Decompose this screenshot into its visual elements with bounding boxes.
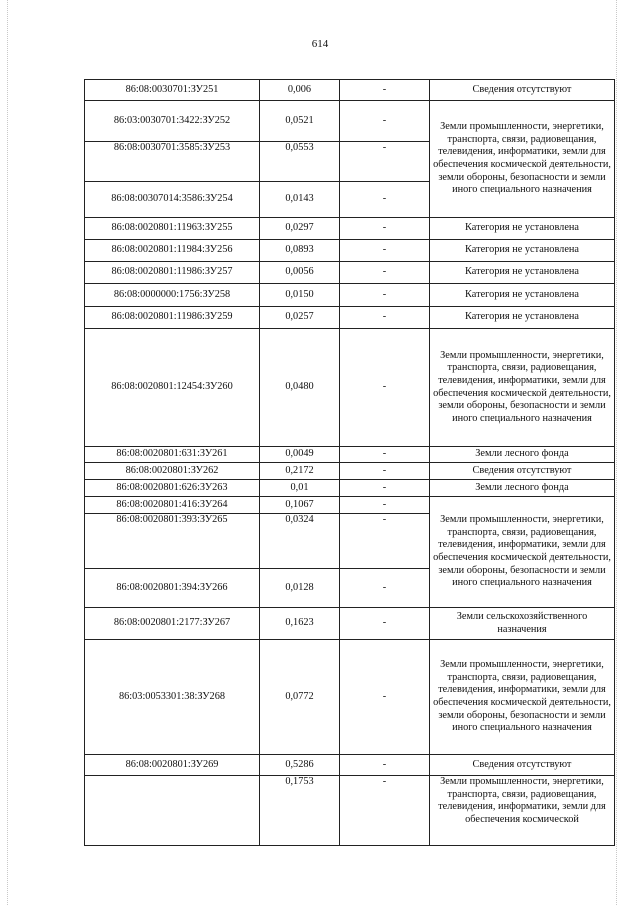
land-category: Земли промышленности, энергетики, транспорта, связи, радиовещания, телевидения, информатики, земли для обеспечения космической деятельности, земли обороны, безопасности и земли иного специального назначения [430,329,615,447]
land-category: Земли сельскохозяйственного назначения [430,608,615,640]
cadastral-number: 86:08:0020801:ЗУ269 [85,755,260,776]
table-row [85,284,615,307]
dash-cell: - [340,329,430,447]
area-value: 0,0521 [260,101,340,142]
table-row [85,463,615,480]
dash-cell: - [340,463,430,480]
cadastral-number: 86:03:0030701:3422:ЗУ252 [85,101,260,142]
cadastral-number: 86:08:0020801:631:ЗУ261 [85,447,260,463]
area-value: 0,5286 [260,755,340,776]
cadastral-number: 86:03:0053301:38:ЗУ268 [85,640,260,755]
dash-cell: - [340,569,430,608]
land-category: Земли промышленности, энергетики, транспорта, связи, радиовещания, телевидения, информатики, земли для обеспечения космической деятельности, земли обороны, безопасности и земли иного специального назначения [430,101,615,218]
land-category: Земли промышленности, энергетики, транспорта, связи, радиовещания, телевидения, информатики, земли для обеспечения космической деятельности, земли обороны, безопасности и земли иного специального назначения [430,497,615,608]
dash-cell: - [340,480,430,497]
table-row [85,608,615,640]
scan-edge-right [616,0,617,905]
area-value: 0,0143 [260,182,340,218]
area-value: 0,1623 [260,608,340,640]
dash-cell: - [340,755,430,776]
dash-cell: - [340,307,430,329]
cadastral-number: 86:08:0000000:1756:ЗУ258 [85,284,260,307]
table-row [85,240,615,262]
scan-edge-left [7,0,8,905]
land-category: Земли промышленности, энергетики, транспорта, связи, радиовещания, телевидения, информатики, земли для обеспечения космической деятельности, земли обороны, безопасности и земли иного специального назначения [430,640,615,755]
table-row [85,480,615,497]
area-value: 0,2172 [260,463,340,480]
page-number: 614 [311,38,329,50]
dash-cell: - [340,101,430,142]
dash-cell: - [340,447,430,463]
dash-cell: - [340,182,430,218]
cadastral-number: 86:08:0020801:12454:ЗУ260 [85,329,260,447]
table-row [85,307,615,329]
land-category: Земли лесного фонда [430,447,615,463]
cadastral-number: 86:08:0020801:11984:ЗУ256 [85,240,260,262]
land-category: Категория не установлена [430,307,615,329]
land-category: Земли промышленности, энергетики, транспорта, связи, радиовещания, телевидения, информатики, земли для обеспечения космической [430,776,615,846]
cadastral-number: 86:08:0020801:626:ЗУ263 [85,480,260,497]
area-value: 0,0893 [260,240,340,262]
table-row [85,80,615,101]
dash-cell: - [340,497,430,514]
table-row [85,101,615,142]
table-row [85,329,615,447]
dash-cell: - [340,514,430,569]
table-row [85,776,615,846]
area-value: 0,0772 [260,640,340,755]
dash-cell: - [340,262,430,284]
land-category: Сведения отсутствуют [430,80,615,101]
area-value: 0,1753 [260,776,340,846]
area-value: 0,1067 [260,497,340,514]
land-category: Категория не установлена [430,262,615,284]
dash-cell: - [340,218,430,240]
table-row [85,497,615,514]
table-row [85,218,615,240]
area-value: 0,0128 [260,569,340,608]
table-row [85,447,615,463]
area-value: 0,01 [260,480,340,497]
area-value: 0,0553 [260,142,340,182]
cadastral-number: 86:08:0020801:394:ЗУ266 [85,569,260,608]
cadastral-number: 86:08:0020801:11963:ЗУ255 [85,218,260,240]
dash-cell: - [340,240,430,262]
cadastral-number: 86:08:0020801:2177:ЗУ267 [85,608,260,640]
dash-cell: - [340,608,430,640]
area-value: 0,0480 [260,329,340,447]
cadastral-number: 86:08:00307014:3586:ЗУ254 [85,182,260,218]
dash-cell: - [340,80,430,101]
cadastral-number: 86:08:0020801:ЗУ262 [85,463,260,480]
dash-cell: - [340,284,430,307]
cadastral-number: 86:08:0020801:11986:ЗУ257 [85,262,260,284]
cadastral-number [85,776,260,846]
table-row [85,262,615,284]
land-category: Категория не установлена [430,284,615,307]
area-value: 0,006 [260,80,340,101]
cadastral-number: 86:08:0030701:ЗУ251 [85,80,260,101]
cadastral-number: 86:08:0030701:3585:ЗУ253 [85,142,260,182]
table-row [85,755,615,776]
area-value: 0,0324 [260,514,340,569]
land-category: Категория не установлена [430,240,615,262]
land-plots-table [84,79,615,846]
dash-cell: - [340,776,430,846]
table-row [85,640,615,755]
area-value: 0,0257 [260,307,340,329]
area-value: 0,0049 [260,447,340,463]
land-category: Земли лесного фонда [430,480,615,497]
land-category: Категория не установлена [430,218,615,240]
area-value: 0,0297 [260,218,340,240]
land-category: Сведения отсутствуют [430,755,615,776]
cadastral-number: 86:08:0020801:416:ЗУ264 [85,497,260,514]
land-category: Сведения отсутствуют [430,463,615,480]
dash-cell: - [340,142,430,182]
cadastral-number: 86:08:0020801:393:ЗУ265 [85,514,260,569]
dash-cell: - [340,640,430,755]
area-value: 0,0056 [260,262,340,284]
area-value: 0,0150 [260,284,340,307]
cadastral-number: 86:08:0020801:11986:ЗУ259 [85,307,260,329]
